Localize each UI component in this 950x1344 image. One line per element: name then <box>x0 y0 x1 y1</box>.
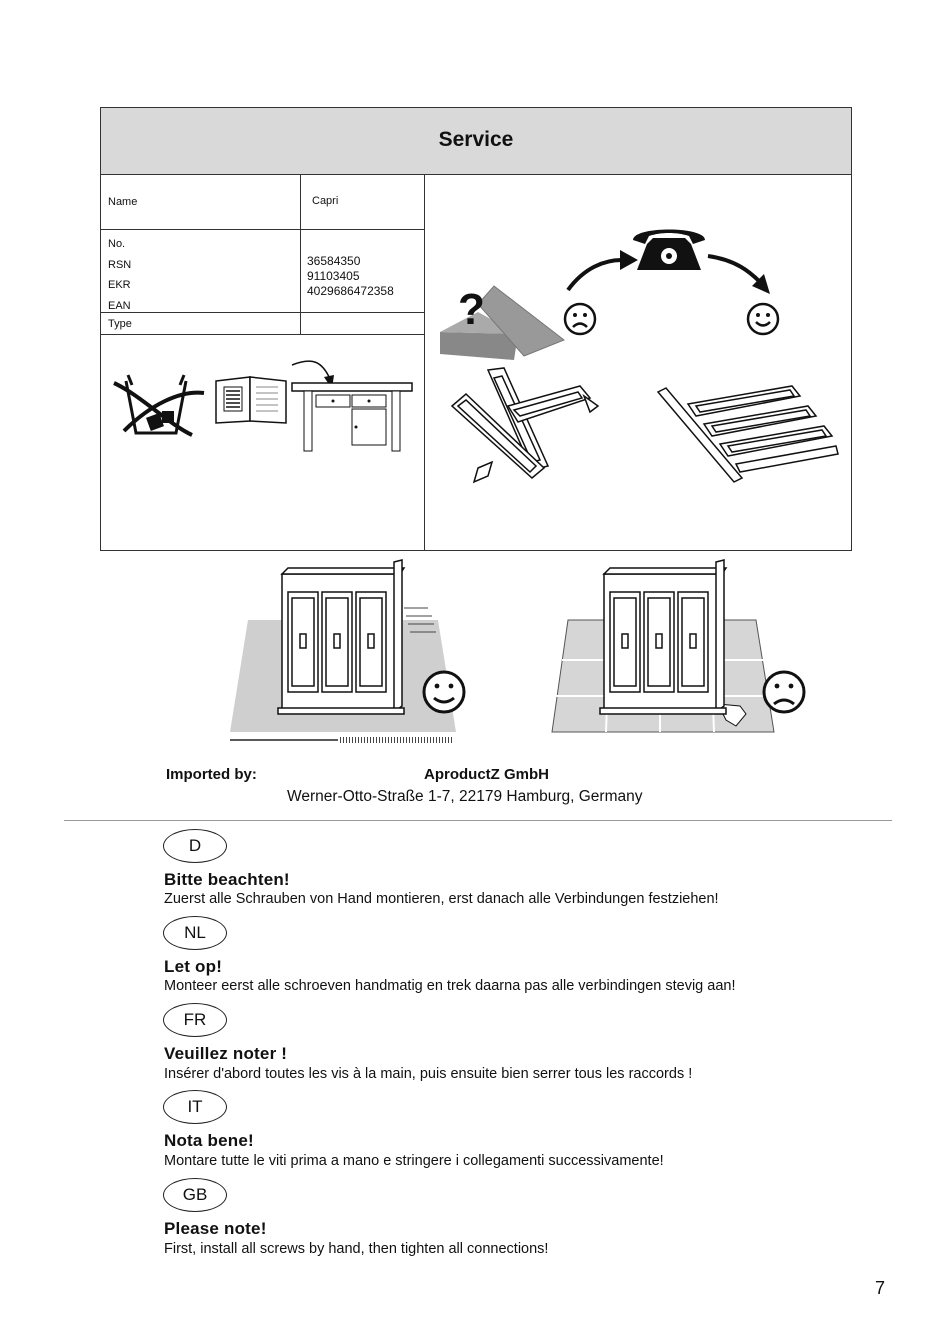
lang-badge-fr: FR <box>163 1003 227 1037</box>
note-text-it: Montare tutte le viti prima a mano e stringere i collegamenti successivamente! <box>164 1153 664 1169</box>
importer-address: Werner-Otto-Straße 1-7, 22179 Hamburg, Germany <box>287 788 643 805</box>
cabinet-on-tiles-icon <box>550 556 810 736</box>
no-trash-icon <box>110 375 206 445</box>
divider <box>100 334 424 335</box>
rsn-label: RSN <box>108 259 132 271</box>
name-value: Capri <box>312 195 339 207</box>
lang-badge-nl: NL <box>163 916 227 950</box>
divider <box>300 175 301 335</box>
rsn-value: 36584350 <box>307 254 361 268</box>
happy-face-icon <box>746 302 780 336</box>
ekr-value: 91103405 <box>307 269 360 283</box>
telephone-icon <box>631 222 707 274</box>
note-title-it: Nota bene! <box>164 1131 254 1150</box>
note-title-d: Bitte beachten! <box>164 870 290 889</box>
lang-badge-gb: GB <box>163 1178 227 1212</box>
divider <box>424 175 425 551</box>
importer-company: AproductZ GmbH <box>424 766 549 783</box>
name-label: Name <box>108 196 138 208</box>
ean-value: 4029686472358 <box>307 284 394 298</box>
desk-icon <box>262 357 418 455</box>
arrow-icon <box>706 250 776 296</box>
ean-label: EAN <box>108 300 131 312</box>
page-number: 7 <box>875 1278 886 1298</box>
note-title-nl: Let op! <box>164 957 223 976</box>
note-title-fr: Veuillez noter ! <box>164 1044 288 1063</box>
no-label: No. <box>108 238 126 250</box>
lang-badge-it: IT <box>163 1090 227 1124</box>
ekr-label: EKR <box>108 279 131 291</box>
importer-label: Imported by: <box>166 766 257 783</box>
note-text-gb: First, install all screws by hand, then tighten all connections! <box>164 1241 549 1257</box>
note-text-fr: Insérer d'abord toutes les vis à la main, puis ensuite bien serrer tous les raccords ! <box>164 1066 693 1082</box>
separator <box>64 820 892 821</box>
service-title: Service <box>100 107 852 175</box>
divider <box>100 312 424 313</box>
note-title-gb: Please note! <box>164 1219 267 1238</box>
divider <box>100 229 424 230</box>
svg-text:?: ? <box>458 285 485 334</box>
note-text-nl: Monteer eerst alle schroeven handmatig en trek daarna pas alle verbindingen stevig aan! <box>164 978 736 994</box>
cabinet-on-carpet-icon <box>228 556 468 744</box>
sad-face-icon <box>563 302 597 336</box>
question-box-icon <box>438 282 568 362</box>
damaged-parts-icon <box>448 366 608 486</box>
note-text-d: Zuerst alle Schrauben von Hand montieren, erst danach alle Verbindungen festziehen! <box>164 891 719 907</box>
type-label: Type <box>108 318 132 330</box>
intact-parts-icon <box>656 384 842 484</box>
lang-badge-d: D <box>163 829 227 863</box>
